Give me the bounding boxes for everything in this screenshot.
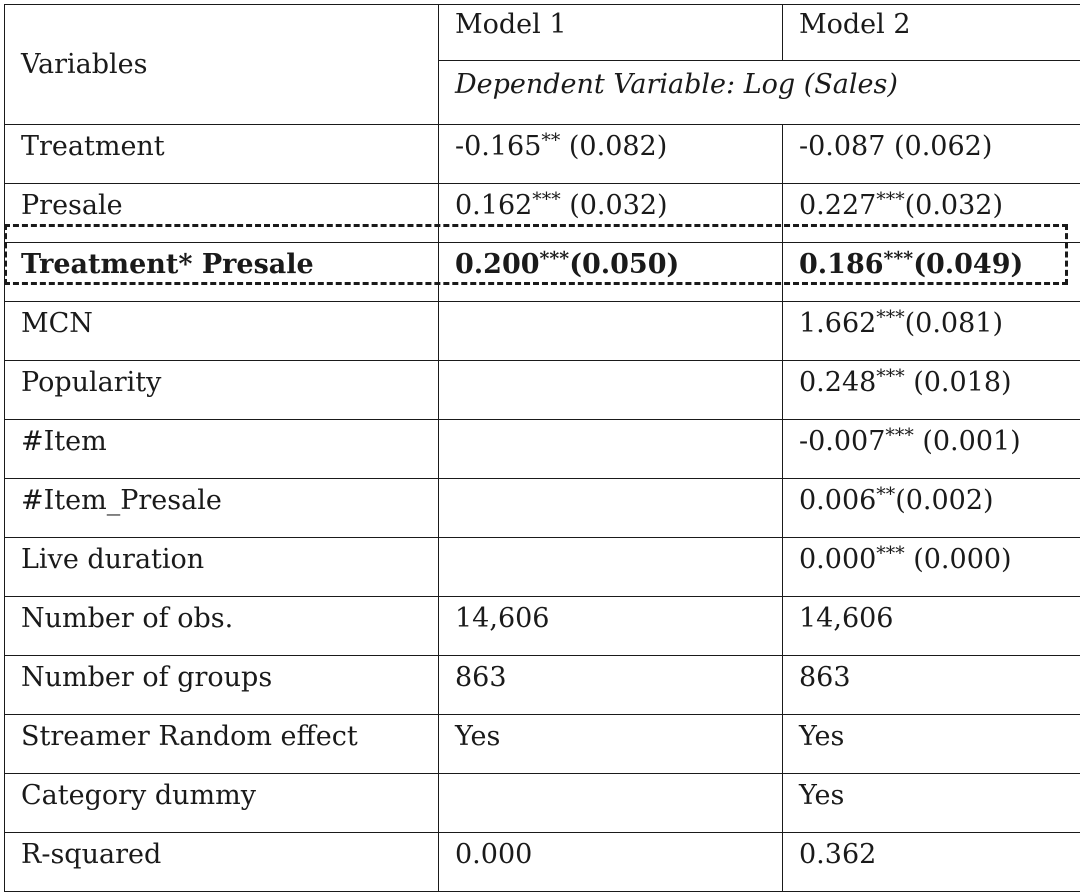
model-2-value: 14,606 (783, 597, 1080, 656)
model-2-value: 0.227***(0.032) (783, 184, 1080, 243)
table-row (5, 479, 1080, 538)
table-row (5, 125, 1080, 184)
variable-name: #Item (5, 420, 439, 479)
model-2-value: 863 (783, 656, 1080, 715)
model-2-value: -0.087 (0.062) (783, 125, 1080, 184)
variable-name: Live duration (5, 538, 439, 597)
model-1-value: 0.000 (439, 833, 783, 892)
model-2-value: 0.186***(0.049) (783, 243, 1080, 302)
model-2-header: Model 2 (783, 5, 1080, 61)
model-1-value (439, 302, 783, 361)
variable-name: #Item_Presale (5, 479, 439, 538)
model-2-value: 0.248*** (0.018) (783, 361, 1080, 420)
table-row (5, 715, 1080, 774)
model-1-value: Yes (439, 715, 783, 774)
variable-name: Presale (5, 184, 439, 243)
variable-name: MCN (5, 302, 439, 361)
variable-name: Popularity (5, 361, 439, 420)
table-header-row (5, 5, 1080, 61)
dependent-variable-label: Dependent Variable: Log (Sales) (439, 61, 1080, 125)
highlighted-table-row (5, 243, 1080, 302)
table-row (5, 538, 1080, 597)
table-row (5, 656, 1080, 715)
model-2-value: 0.362 (783, 833, 1080, 892)
variable-name: Treatment* Presale (5, 243, 439, 302)
variable-name: Streamer Random effect (5, 715, 439, 774)
variable-name: Category dummy (5, 774, 439, 833)
model-2-value: -0.007*** (0.001) (783, 420, 1080, 479)
variable-name: R-squared (5, 833, 439, 892)
model-2-value: 1.662***(0.081) (783, 302, 1080, 361)
regression-results-table (4, 4, 1080, 892)
table-row (5, 774, 1080, 833)
model-1-value: -0.165** (0.082) (439, 125, 783, 184)
model-1-value (439, 538, 783, 597)
model-1-value (439, 361, 783, 420)
model-1-header: Model 1 (439, 5, 783, 61)
model-2-value: 0.006**(0.002) (783, 479, 1080, 538)
model-1-value: 0.162*** (0.032) (439, 184, 783, 243)
model-1-value (439, 479, 783, 538)
table-row (5, 184, 1080, 243)
table-row (5, 361, 1080, 420)
variable-name: Treatment (5, 125, 439, 184)
table-row (5, 597, 1080, 656)
variables-header: Variables (5, 5, 439, 125)
table-row (5, 302, 1080, 361)
model-1-value (439, 420, 783, 479)
model-1-value (439, 774, 783, 833)
variable-name: Number of groups (5, 656, 439, 715)
model-1-value: 863 (439, 656, 783, 715)
table-row (5, 420, 1080, 479)
model-2-value: Yes (783, 715, 1080, 774)
table-row (5, 833, 1080, 892)
model-2-value: Yes (783, 774, 1080, 833)
variable-name: Number of obs. (5, 597, 439, 656)
model-2-value: 0.000*** (0.000) (783, 538, 1080, 597)
model-1-value: 0.200***(0.050) (439, 243, 783, 302)
model-1-value: 14,606 (439, 597, 783, 656)
